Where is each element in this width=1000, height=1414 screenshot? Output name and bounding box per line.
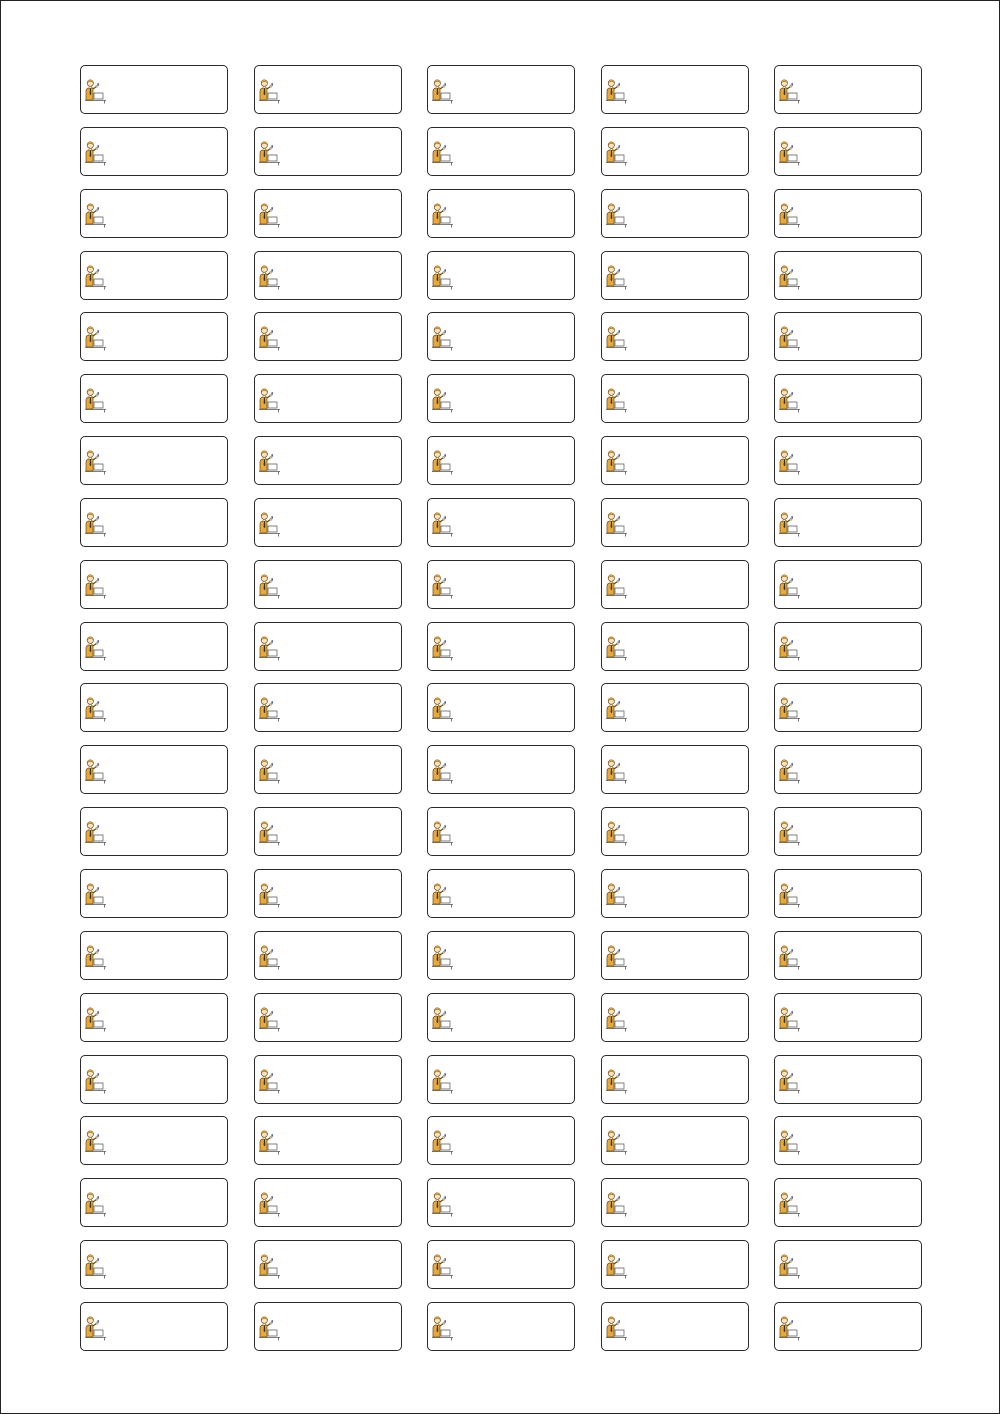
label-blank[interactable] [601,683,749,732]
person-at-laptop-icon [84,325,108,351]
label-blank[interactable] [427,436,575,485]
person-at-laptop-icon [605,696,629,722]
label-blank[interactable] [80,993,228,1042]
label-blank[interactable] [254,1178,402,1227]
label-blank[interactable] [601,931,749,980]
person-at-laptop-icon [605,78,629,104]
person-at-laptop-icon [431,635,455,661]
person-at-laptop-icon [258,202,282,228]
label-blank[interactable] [427,560,575,609]
person-at-laptop-icon [258,1191,282,1217]
person-at-laptop-icon [778,202,802,228]
label-blank[interactable] [601,65,749,114]
label-blank[interactable] [774,993,922,1042]
person-at-laptop-icon [431,1191,455,1217]
label-blank[interactable] [774,1116,922,1165]
person-at-laptop-icon [431,1253,455,1279]
person-at-laptop-icon [258,78,282,104]
label-blank[interactable] [601,1240,749,1289]
label-blank[interactable] [80,622,228,671]
person-at-laptop-icon [84,573,108,599]
person-at-laptop-icon [431,449,455,475]
person-at-laptop-icon [84,944,108,970]
label-blank[interactable] [254,807,402,856]
person-at-laptop-icon [431,78,455,104]
label-grid [80,65,922,1351]
person-at-laptop-icon [431,1068,455,1094]
label-blank[interactable] [254,993,402,1042]
person-at-laptop-icon [778,944,802,970]
person-at-laptop-icon [605,944,629,970]
label-blank[interactable] [254,1116,402,1165]
person-at-laptop-icon [258,635,282,661]
person-at-laptop-icon [431,140,455,166]
label-blank[interactable] [774,683,922,732]
label-blank[interactable] [254,1302,402,1351]
label-blank[interactable] [601,312,749,361]
label-blank[interactable] [254,683,402,732]
person-at-laptop-icon [778,140,802,166]
label-blank[interactable] [80,127,228,176]
person-at-laptop-icon [605,449,629,475]
person-at-laptop-icon [431,264,455,290]
person-at-laptop-icon [778,264,802,290]
label-blank[interactable] [254,436,402,485]
label-blank[interactable] [427,993,575,1042]
person-at-laptop-icon [258,449,282,475]
person-at-laptop-icon [84,202,108,228]
person-at-laptop-icon [258,1253,282,1279]
person-at-laptop-icon [258,944,282,970]
label-blank[interactable] [427,127,575,176]
label-blank[interactable] [427,745,575,794]
label-blank[interactable] [601,560,749,609]
label-blank[interactable] [601,498,749,547]
label-blank[interactable] [427,1240,575,1289]
label-blank[interactable] [80,1302,228,1351]
label-blank[interactable] [427,498,575,547]
person-at-laptop-icon [778,758,802,784]
label-blank[interactable] [601,993,749,1042]
person-at-laptop-icon [605,573,629,599]
person-at-laptop-icon [84,387,108,413]
person-at-laptop-icon [258,758,282,784]
person-at-laptop-icon [605,511,629,537]
person-at-laptop-icon [605,1315,629,1341]
person-at-laptop-icon [84,696,108,722]
person-at-laptop-icon [778,696,802,722]
person-at-laptop-icon [258,1315,282,1341]
person-at-laptop-icon [258,1006,282,1032]
label-blank[interactable] [427,1116,575,1165]
person-at-laptop-icon [778,635,802,661]
person-at-laptop-icon [431,758,455,784]
person-at-laptop-icon [84,1006,108,1032]
label-blank[interactable] [601,251,749,300]
label-blank[interactable] [601,745,749,794]
person-at-laptop-icon [431,882,455,908]
label-blank[interactable] [774,807,922,856]
label-blank[interactable] [427,251,575,300]
label-blank[interactable] [254,374,402,423]
label-blank[interactable] [601,189,749,238]
person-at-laptop-icon [431,573,455,599]
person-at-laptop-icon [431,202,455,228]
label-blank[interactable] [254,1240,402,1289]
person-at-laptop-icon [778,1129,802,1155]
person-at-laptop-icon [605,387,629,413]
label-blank[interactable] [601,1116,749,1165]
label-blank[interactable] [601,869,749,918]
person-at-laptop-icon [84,78,108,104]
person-at-laptop-icon [605,325,629,351]
label-blank[interactable] [601,622,749,671]
label-blank[interactable] [774,251,922,300]
label-blank[interactable] [80,189,228,238]
person-at-laptop-icon [778,78,802,104]
person-at-laptop-icon [605,202,629,228]
label-blank[interactable] [80,65,228,114]
label-blank[interactable] [601,374,749,423]
label-blank[interactable] [427,374,575,423]
person-at-laptop-icon [778,449,802,475]
label-blank[interactable] [254,251,402,300]
label-blank[interactable] [427,1178,575,1227]
label-blank[interactable] [80,683,228,732]
label-blank[interactable] [774,1178,922,1227]
person-at-laptop-icon [778,1191,802,1217]
label-blank[interactable] [427,869,575,918]
person-at-laptop-icon [778,1006,802,1032]
person-at-laptop-icon [778,325,802,351]
person-at-laptop-icon [84,635,108,661]
person-at-laptop-icon [258,511,282,537]
label-blank[interactable] [774,127,922,176]
label-blank[interactable] [774,498,922,547]
label-blank[interactable] [80,807,228,856]
person-at-laptop-icon [431,387,455,413]
label-blank[interactable] [774,931,922,980]
label-blank[interactable] [254,65,402,114]
person-at-laptop-icon [258,820,282,846]
person-at-laptop-icon [431,511,455,537]
person-at-laptop-icon [84,511,108,537]
label-blank[interactable] [254,931,402,980]
person-at-laptop-icon [431,1315,455,1341]
person-at-laptop-icon [605,882,629,908]
label-blank[interactable] [254,869,402,918]
label-blank[interactable] [601,127,749,176]
label-blank[interactable] [254,622,402,671]
label-blank[interactable] [80,498,228,547]
label-blank[interactable] [427,683,575,732]
person-at-laptop-icon [431,820,455,846]
person-at-laptop-icon [605,1006,629,1032]
person-at-laptop-icon [778,882,802,908]
label-blank[interactable] [254,189,402,238]
person-at-laptop-icon [258,1129,282,1155]
person-at-laptop-icon [605,758,629,784]
person-at-laptop-icon [605,1253,629,1279]
label-blank[interactable] [427,65,575,114]
label-blank[interactable] [254,1055,402,1104]
person-at-laptop-icon [258,882,282,908]
label-blank[interactable] [774,1240,922,1289]
person-at-laptop-icon [778,1068,802,1094]
person-at-laptop-icon [84,758,108,784]
label-blank[interactable] [774,1055,922,1104]
label-blank[interactable] [774,1302,922,1351]
label-blank[interactable] [774,869,922,918]
label-blank[interactable] [80,1240,228,1289]
person-at-laptop-icon [778,1253,802,1279]
person-at-laptop-icon [605,1129,629,1155]
person-at-laptop-icon [258,573,282,599]
person-at-laptop-icon [778,387,802,413]
person-at-laptop-icon [605,264,629,290]
person-at-laptop-icon [605,635,629,661]
label-blank[interactable] [80,374,228,423]
label-blank[interactable] [774,312,922,361]
person-at-laptop-icon [431,325,455,351]
label-blank[interactable] [427,312,575,361]
person-at-laptop-icon [258,696,282,722]
label-blank[interactable] [601,1055,749,1104]
person-at-laptop-icon [605,1068,629,1094]
label-blank[interactable] [774,65,922,114]
label-blank[interactable] [427,622,575,671]
person-at-laptop-icon [258,325,282,351]
label-blank[interactable] [254,312,402,361]
label-blank[interactable] [80,436,228,485]
person-at-laptop-icon [258,387,282,413]
label-blank[interactable] [427,1055,575,1104]
label-blank[interactable] [80,931,228,980]
label-blank[interactable] [427,189,575,238]
person-at-laptop-icon [84,1191,108,1217]
label-blank[interactable] [427,1302,575,1351]
person-at-laptop-icon [778,511,802,537]
person-at-laptop-icon [84,882,108,908]
label-blank[interactable] [774,189,922,238]
label-blank[interactable] [601,1178,749,1227]
person-at-laptop-icon [84,820,108,846]
label-blank[interactable] [254,498,402,547]
person-at-laptop-icon [431,944,455,970]
label-blank[interactable] [254,745,402,794]
person-at-laptop-icon [84,1068,108,1094]
label-blank[interactable] [80,312,228,361]
person-at-laptop-icon [778,573,802,599]
label-blank[interactable] [774,560,922,609]
person-at-laptop-icon [431,1129,455,1155]
label-blank[interactable] [774,745,922,794]
label-blank[interactable] [601,807,749,856]
label-blank[interactable] [254,127,402,176]
person-at-laptop-icon [605,820,629,846]
person-at-laptop-icon [431,1006,455,1032]
label-blank[interactable] [254,560,402,609]
label-blank[interactable] [601,1302,749,1351]
label-blank[interactable] [80,251,228,300]
label-blank[interactable] [80,1178,228,1227]
label-blank[interactable] [80,560,228,609]
person-at-laptop-icon [431,696,455,722]
person-at-laptop-icon [778,1315,802,1341]
person-at-laptop-icon [84,449,108,475]
person-at-laptop-icon [605,140,629,166]
label-blank[interactable] [774,622,922,671]
person-at-laptop-icon [778,820,802,846]
label-blank[interactable] [80,745,228,794]
label-blank[interactable] [774,436,922,485]
person-at-laptop-icon [258,264,282,290]
label-blank[interactable] [80,1116,228,1165]
label-blank[interactable] [774,374,922,423]
label-blank[interactable] [601,436,749,485]
person-at-laptop-icon [84,1129,108,1155]
label-blank[interactable] [427,931,575,980]
person-at-laptop-icon [605,1191,629,1217]
label-blank[interactable] [80,1055,228,1104]
person-at-laptop-icon [84,1253,108,1279]
label-blank[interactable] [427,807,575,856]
person-at-laptop-icon [84,264,108,290]
person-at-laptop-icon [258,140,282,166]
person-at-laptop-icon [84,1315,108,1341]
person-at-laptop-icon [84,140,108,166]
person-at-laptop-icon [258,1068,282,1094]
label-blank[interactable] [80,869,228,918]
